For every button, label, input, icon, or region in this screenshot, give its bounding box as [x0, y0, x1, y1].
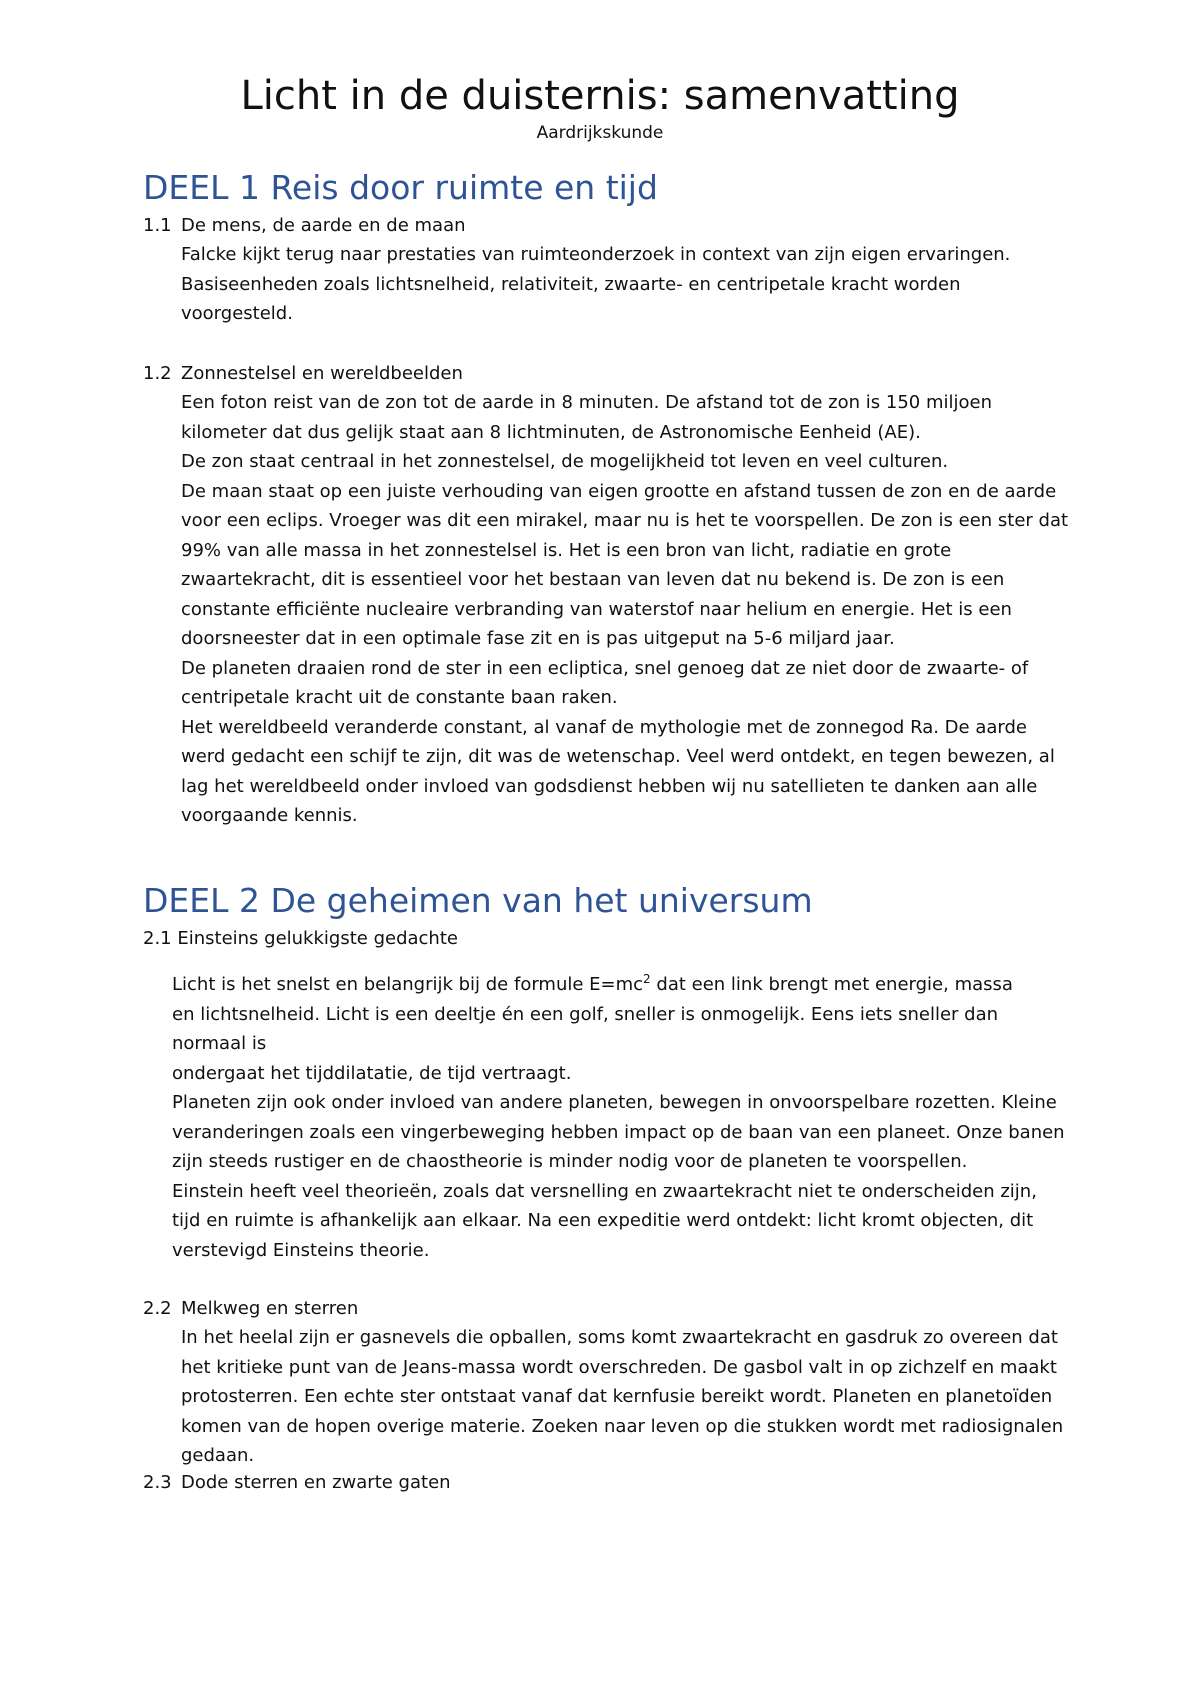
paragraph-line: ondergaat het tijddilatatie, de tijd vertraagt. [172, 1062, 572, 1084]
paragraph-line: voorgesteld. [181, 303, 293, 324]
paragraph-line: protosterren. Een echte ster ontstaat vanaf dat kernfusie bereikt wordt. Planeten en planetoïden [181, 1386, 1053, 1407]
section-1-2-body [181, 388, 1068, 831]
section-number: 1.1 [143, 215, 172, 236]
section-title: De mens, de aarde en de maan [181, 215, 466, 236]
paragraph-line: kilometer dat dus gelijk staat aan 8 lichtminuten, de Astronomische Eenheid (AE). [181, 421, 921, 443]
paragraph-line: voorgaande kennis. [181, 805, 358, 826]
paragraph-line: doorsneester dat in een optimale fase zit en is pas uitgeput na 5-6 miljard jaar. [181, 628, 895, 649]
paragraph-line: verstevigd Einsteins theorie. [172, 1239, 430, 1261]
formula-text: Licht is het snelst en belangrijk bij de formule E=mc [172, 974, 644, 995]
section-title: Melkweg en sterren [181, 1298, 359, 1319]
section-2-1-body [172, 970, 1065, 1265]
section-title: Zonnestelsel en wereldbeelden [181, 363, 463, 384]
paragraph-line: zijn steeds rustiger en de chaostheorie is minder nodig voor de planeten te voorspellen. [172, 1151, 968, 1172]
paragraph-line: gedaan. [181, 1445, 255, 1466]
paragraph-line: Falcke kijkt terug naar prestaties van ruimteonderzoek in context van zijn eigen ervaringen. [181, 244, 1011, 265]
paragraph-line: 99% van alle massa in het zonnestelsel is. Het is een bron van licht, radiatie en grote [181, 539, 952, 561]
paragraph-line: zwaartekracht, dit is essentieel voor het bestaan van leven dat nu bekend is. De zon is een [181, 569, 1005, 590]
paragraph-line: De zon staat centraal in het zonnestelsel, de mogelijkheid tot leven en veel culturen. [181, 451, 949, 472]
part-2-heading: DEEL 2 De geheimen van het universum [143, 881, 813, 920]
part-1-heading: DEEL 1 Reis door ruimte en tijd [143, 168, 658, 207]
paragraph-line: Basiseenheden zoals lichtsnelheid, relativiteit, zwaarte- en centripetale kracht worden [181, 273, 961, 295]
section-2-2-heading [143, 1296, 358, 1322]
formula-text-after: dat een link brengt met energie, massa [650, 974, 1013, 995]
document-subtitle: Aardrijkskunde [536, 123, 664, 143]
section-1-2-heading [143, 361, 463, 387]
paragraph-line: normaal is [172, 1033, 267, 1054]
paragraph-line: werd gedacht een schijf te zijn, dit was de wetenschap. Veel werd ontdekt, en tegen bewezen, al [181, 746, 1055, 767]
section-number: 2.3 [143, 1472, 172, 1493]
paragraph-line: tijd en ruimte is afhankelijk aan elkaar. Na een expeditie werd ontdekt: licht kromt objecten, dit [172, 1210, 1034, 1231]
paragraph-line: Einstein heeft veel theorieën, zoals dat versnelling en zwaartekracht niet te onderscheiden zijn, [172, 1180, 1037, 1202]
section-2-2-body [181, 1323, 1063, 1471]
section-number: 1.2 [143, 363, 172, 384]
paragraph-line: en lichtsnelheid. Licht is een deeltje én een golf, sneller is onmogelijk. Eens iets sneller dan [172, 1003, 999, 1025]
paragraph-line: centripetale kracht uit de constante baan raken. [181, 687, 618, 708]
paragraph-line: voor een eclips. Vroeger was dit een mirakel, maar nu is het te voorspellen. De zon is een ster dat [181, 510, 1069, 531]
paragraph-line: komen van de hopen overige materie. Zoeken naar leven op die stukken wordt met radiosignalen [181, 1415, 1064, 1437]
paragraph-line: In het heelal zijn er gasnevels die opballen, soms komt zwaartekracht en gasdruk zo overeen dat [181, 1327, 1058, 1348]
paragraph-line: De maan staat op een juiste verhouding van eigen grootte en afstand tussen de zon en de aarde [181, 480, 1057, 502]
section-1-1-heading [143, 213, 466, 239]
paragraph-line: Het wereldbeeld veranderde constant, al vanaf de mythologie met de zonnegod Ra. De aarde [181, 716, 1027, 738]
paragraph-line [172, 970, 1065, 1000]
paragraph-line: lag het wereldbeeld onder invloed van godsdienst hebben wij nu satellieten te danken aan alle [181, 775, 1038, 797]
section-number: 2.2 [143, 1298, 172, 1319]
paragraph-line: Een foton reist van de zon tot de aarde in 8 minuten. De afstand tot de zon is 150 miljoen [181, 392, 992, 413]
paragraph-line: De planeten draaien rond de ster in een ecliptica, snel genoeg dat ze niet door de zwaarte- of [181, 657, 1029, 679]
section-1-1-body [181, 240, 1010, 329]
paragraph-line: het kritieke punt van de Jeans-massa wordt overschreden. De gasbol valt in op zichzelf en maakt [181, 1356, 1057, 1378]
formula-exponent: 2 [643, 972, 651, 986]
paragraph-line: constante efficiënte nucleaire verbranding van waterstof naar helium en energie. Het is een [181, 598, 1012, 620]
paragraph-line: Planeten zijn ook onder invloed van andere planeten, bewegen in onvoorspelbare rozetten. Kleine [172, 1092, 1057, 1113]
section-2-3-heading [143, 1470, 451, 1496]
paragraph-line: veranderingen zoals een vingerbeweging hebben impact op de baan van een planeet. Onze banen [172, 1121, 1065, 1143]
document-title: Licht in de duisternis: samenvatting [240, 73, 960, 119]
section-2-1-heading: 2.1 Einsteins gelukkigste gedachte [143, 928, 458, 949]
section-title: Dode sterren en zwarte gaten [181, 1472, 451, 1493]
